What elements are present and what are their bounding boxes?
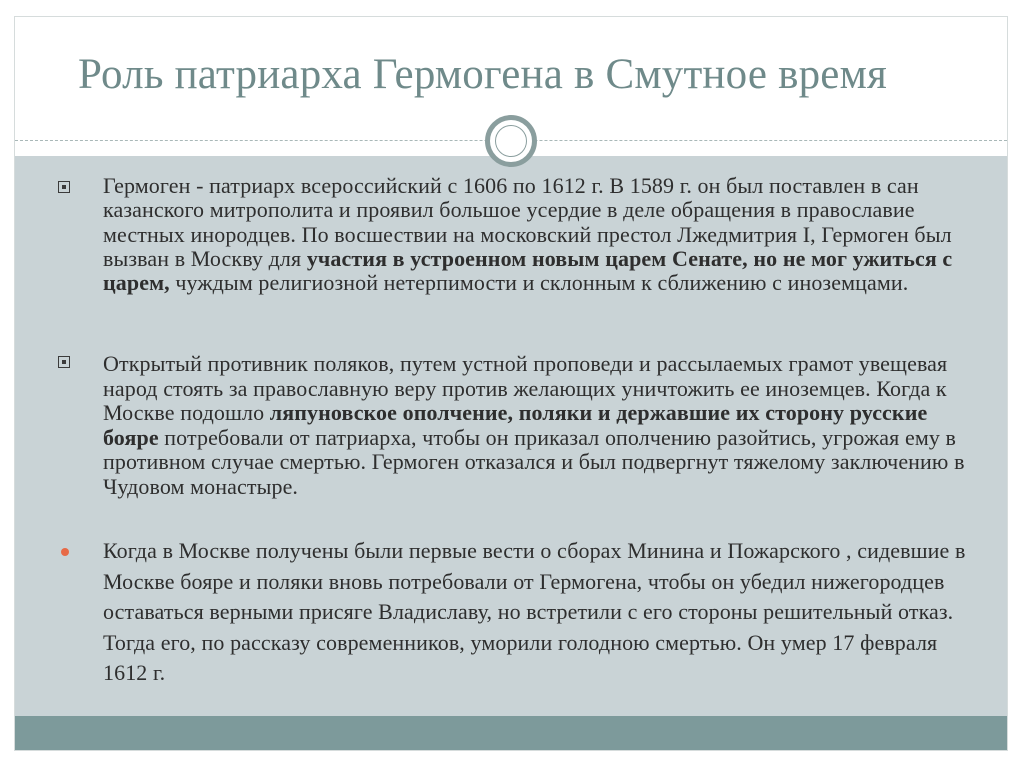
- paragraph-text: чуждым религиозной нетерпимости и склонным к сближению с иноземцами.: [169, 270, 909, 296]
- footer-bar: [15, 716, 1007, 750]
- paragraph-text: потребовали от патриарха, чтобы он приказал ополчению разойтись, угрожая ему в противном случае смертью. Гермоген отказался и был подвергнут тяжелому заключению в Чудовом монастыре.: [103, 424, 965, 499]
- paragraph-bold-text: участия в устроенном новым царем Сенате, но не мог ужиться с царем,: [103, 245, 953, 296]
- paragraph-2: [103, 352, 983, 500]
- dot-bullet-icon: [61, 548, 69, 556]
- paragraph-1: [103, 174, 983, 295]
- paragraph-3: [103, 536, 983, 689]
- paragraph-bold-text: ляпуновское ополчение, поляки и державшие их сторону русские бояре: [103, 400, 928, 450]
- circle-ornament-icon: [485, 115, 537, 167]
- paragraph-text: Гермоген - патриарх всероссийский с 1606 по 1612 г. В 1589 г. он был поставлен в сан казанского митрополита и проявил большое усердие в деле обращения в православие местных инородцев. По восшествии на московский престол Лжедмитрия I, Гермоген был вызван в Москву для: [103, 173, 952, 271]
- paragraph-text: Когда в Москве получены были первые вести о сборах Минина и Пожарского , сидевшие в Москве бояре и поляки вновь потребовали от Гермогена, чтобы он убедил нижегородцев оставаться верными присяге Владиславу, но встретили с его стороны решительный отказ. Тогда его, по рассказу современников, уморили голодною смертью. Он умер 17 февраля 1612 г.: [103, 538, 966, 686]
- square-bullet-icon: [58, 356, 70, 368]
- slide-title: Роль патриарха Гермогена в Смутное время: [78, 51, 887, 98]
- square-bullet-icon: [58, 181, 70, 193]
- paragraph-text: Открытый противник поляков, путем устной проповеди и рассылаемых грамот увещевая народ стоять за православную веру против желающих уничтожить ее иноземцев. Когда к Москве подошло: [103, 351, 948, 426]
